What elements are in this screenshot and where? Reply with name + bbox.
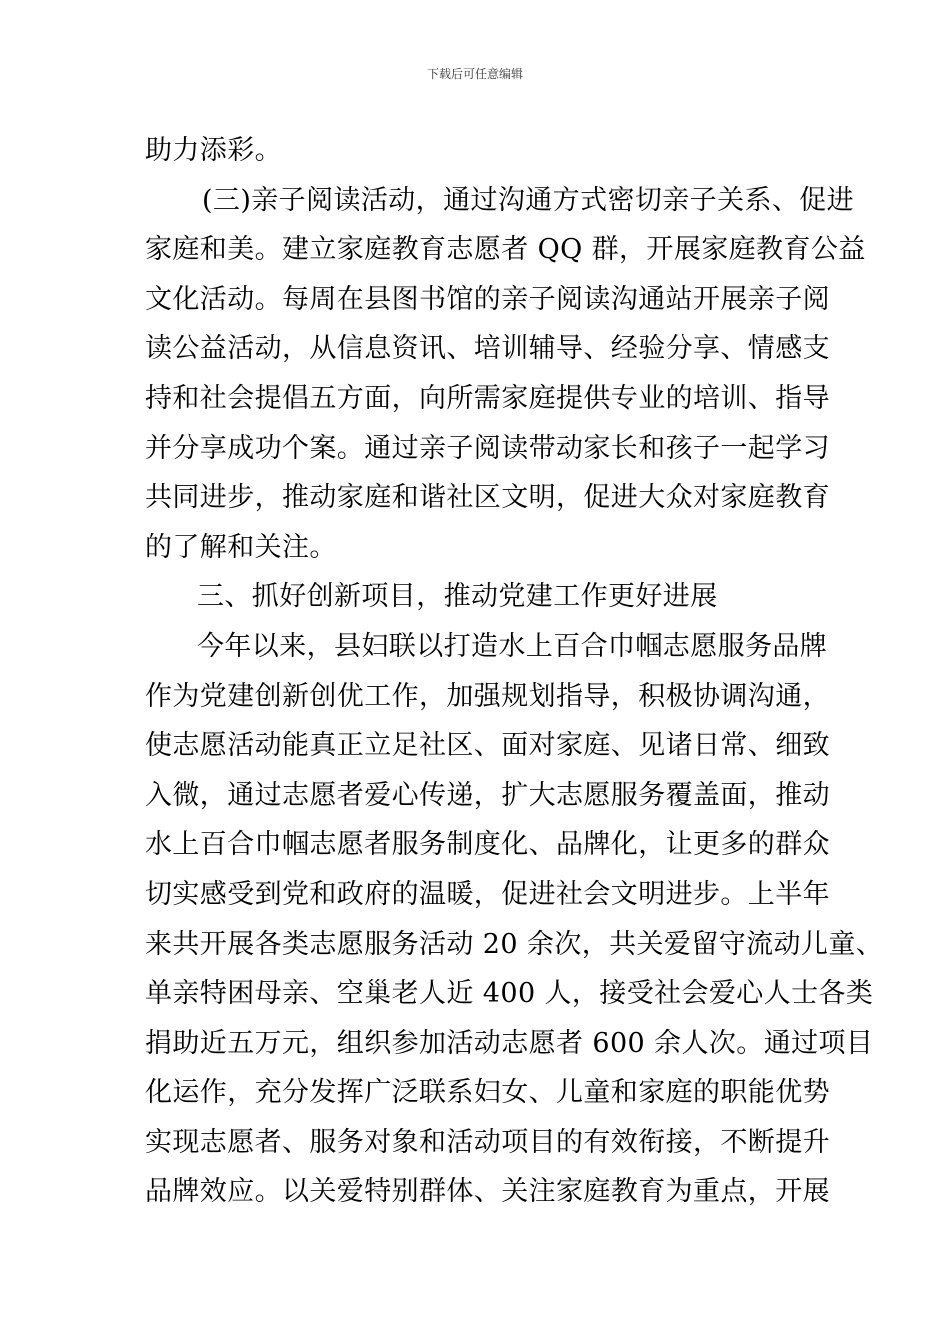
text-line: 化运作，充分发挥广泛联系妇女、儿童和家庭的职能优势 bbox=[145, 1077, 830, 1109]
text-line: 家庭和美。建立家庭教育志愿者 QQ 群，开展家庭教育公益 bbox=[145, 234, 866, 266]
text-line: 来共开展各类志愿服务活动 20 余次，共关爱留守流动儿童、 bbox=[145, 928, 884, 960]
text-line: 入微，通过志愿者爱心传递，扩大志愿服务覆盖面，推动 bbox=[145, 779, 830, 811]
text-line: 使志愿活动能真正立足社区、面对家庭、见诸日常、细致 bbox=[145, 730, 830, 762]
text-line: 单亲特困母亲、空巢老人近 400 人，接受社会爱心人士各类 bbox=[145, 978, 874, 1010]
text-line: 持和社会提倡五方面，向所需家庭提供专业的培训、指导 bbox=[145, 382, 830, 414]
text-line: 今年以来，县妇联以打造水上百合巾帼志愿服务品牌 bbox=[197, 630, 828, 662]
text-line: 助力添彩。 bbox=[145, 135, 282, 166]
text-line: 读公益活动，从信息资讯、培训辅导、经验分享、情感支 bbox=[145, 333, 830, 365]
text-line: 捐助近五万元，组织参加活动志愿者 600 余人次。通过项目 bbox=[145, 1027, 874, 1059]
text-line: 文化活动。每周在县图书馆的亲子阅读沟通站开展亲子阅 bbox=[145, 283, 830, 315]
text-line: 实现志愿者、服务对象和活动项目的有效衔接，不断提升 bbox=[145, 1126, 830, 1158]
header-note: 下载后可任意编辑 bbox=[426, 67, 523, 81]
text-line: 共同进步，推动家庭和谐社区文明，促进大众对家庭教育 bbox=[145, 482, 830, 514]
text-line: 作为党建创新创优工作，加强规划指导，积极协调沟通， bbox=[145, 680, 830, 712]
section-heading: 三、抓好创新项目，推动党建工作更好进展 bbox=[197, 581, 718, 613]
text-line: 水上百合巾帼志愿者服务制度化、品牌化，让更多的群众 bbox=[145, 829, 830, 861]
text-line: 的了解和关注。 bbox=[145, 531, 337, 563]
text-line: (三)亲子阅读活动，通过沟通方式密切亲子关系、促进 bbox=[202, 184, 855, 216]
text-line: 品牌效应。以关爱特别群体、关注家庭教育为重点，开展 bbox=[145, 1176, 830, 1208]
document-body bbox=[145, 126, 884, 1217]
text-line: 切实感受到党和政府的温暖，促进社会文明进步。上半年 bbox=[145, 878, 830, 910]
text-line: 并分享成功个案。通过亲子阅读带动家长和孩子一起学习 bbox=[145, 432, 830, 464]
